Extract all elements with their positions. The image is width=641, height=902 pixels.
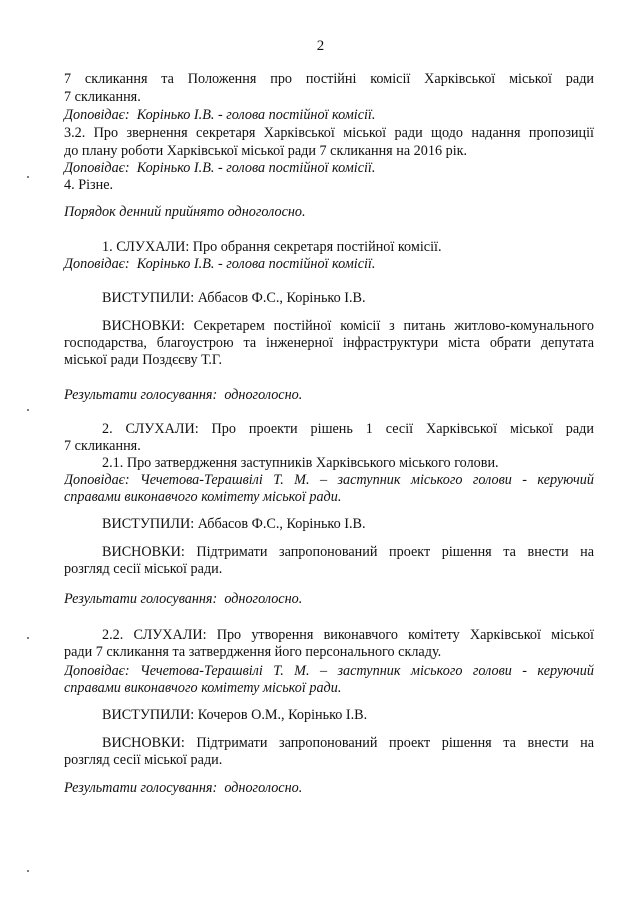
scan-speck — [27, 870, 29, 872]
item-1-conclusion: міської ради Поздєєву Т.Г. — [64, 352, 223, 368]
item-2-heard: 2. СЛУХАЛИ: Про проекти рішень 1 сесії Харківської міської ради — [102, 421, 594, 437]
voting-result — [64, 387, 302, 404]
item-1-heard: 1. СЛУХАЛИ: Про обрання секретаря постійної комісії. — [102, 239, 442, 255]
item-2-spoke: ВИСТУПИЛИ: Аббасов Ф.С., Корінько І.В. — [102, 516, 366, 532]
scan-speck — [27, 176, 29, 178]
reporter-name: Корінько І.В. - голова постійної комісії. — [136, 256, 376, 272]
item-1-conclusion: господарства, благоустрою та інженерної інфраструктури міста обрати депутата — [64, 335, 594, 351]
item-2-conclusion: розгляд сесії міської ради. — [64, 561, 223, 577]
reporter-name: Корінько І.В. - голова постійної комісії. — [136, 107, 376, 123]
item-2-heard: 7 скликання. — [64, 438, 141, 454]
reporter-line: Доповідає: Чечетова-Терашвілі Т. М. – заступник міського голови - керуючий — [64, 663, 594, 679]
voting-value: одноголосно. — [224, 780, 303, 796]
reporter-line — [64, 160, 375, 177]
item-2-2-conclusion: розгляд сесії міської ради. — [64, 752, 223, 768]
item-1-conclusion: ВИСНОВКИ: Секретарем постійної комісії з питань житлово-комунального — [102, 318, 594, 334]
voting-value: одноголосно. — [224, 387, 303, 403]
reporter-line: Доповідає: Чечетова-Терашвілі Т. М. – заступник міського голови - керуючий — [64, 472, 594, 488]
item-1-spoke: ВИСТУПИЛИ: Аббасов Ф.С., Корінько І.В. — [102, 290, 366, 306]
reporter-label: Доповідає: — [64, 256, 130, 272]
voting-result — [64, 780, 302, 797]
text-line: до плану роботи Харківської міської ради 7 скликання на 2016 рік. — [64, 143, 468, 159]
voting-label: Результати голосування: — [64, 780, 218, 796]
reporter-label: Доповідає: — [64, 160, 130, 176]
text-line: 7 скликання та Положення про постійні комісії Харківської міської ради — [64, 71, 594, 87]
item-2-2-conclusion: ВИСНОВКИ: Підтримати запропонований проект рішення та внести на — [102, 735, 594, 751]
voting-value: одноголосно. — [224, 591, 303, 607]
reporter-name: Корінько І.В. - голова постійної комісії. — [136, 160, 376, 176]
reporter-line: справами виконавчого комітету міської ради. — [64, 489, 342, 505]
item-2-2-heard: ради 7 скликання та затвердження його персонального складу. — [64, 644, 442, 660]
reporter-line — [64, 256, 375, 273]
reporter-label: Доповідає: — [64, 107, 130, 123]
scan-speck — [27, 637, 29, 639]
text-line: 3.2. Про звернення секретаря Харківської міської ради щодо надання пропозиції — [64, 125, 594, 141]
scan-speck — [27, 409, 29, 411]
item-2-1: 2.1. Про затвердження заступників Харківського міського голови. — [102, 455, 499, 471]
reporter-line — [64, 107, 375, 124]
item-2-2-spoke: ВИСТУПИЛИ: Кочеров О.М., Корінько І.В. — [102, 707, 368, 723]
item-2-2-heard: 2.2. СЛУХАЛИ: Про утворення виконавчого комітету Харківської міської — [102, 627, 594, 643]
text-line: 4. Різне. — [64, 177, 114, 193]
reporter-line: справами виконавчого комітету міської ради. — [64, 680, 342, 696]
agenda-approved-line: Порядок денний прийнято одноголосно. — [64, 204, 306, 220]
text-line: 7 скликання. — [64, 89, 141, 105]
voting-label: Результати голосування: — [64, 591, 218, 607]
page-number: 2 — [316, 38, 325, 54]
voting-label: Результати голосування: — [64, 387, 218, 403]
item-2-conclusion: ВИСНОВКИ: Підтримати запропонований проект рішення та внести на — [102, 544, 594, 560]
voting-result — [64, 591, 302, 608]
